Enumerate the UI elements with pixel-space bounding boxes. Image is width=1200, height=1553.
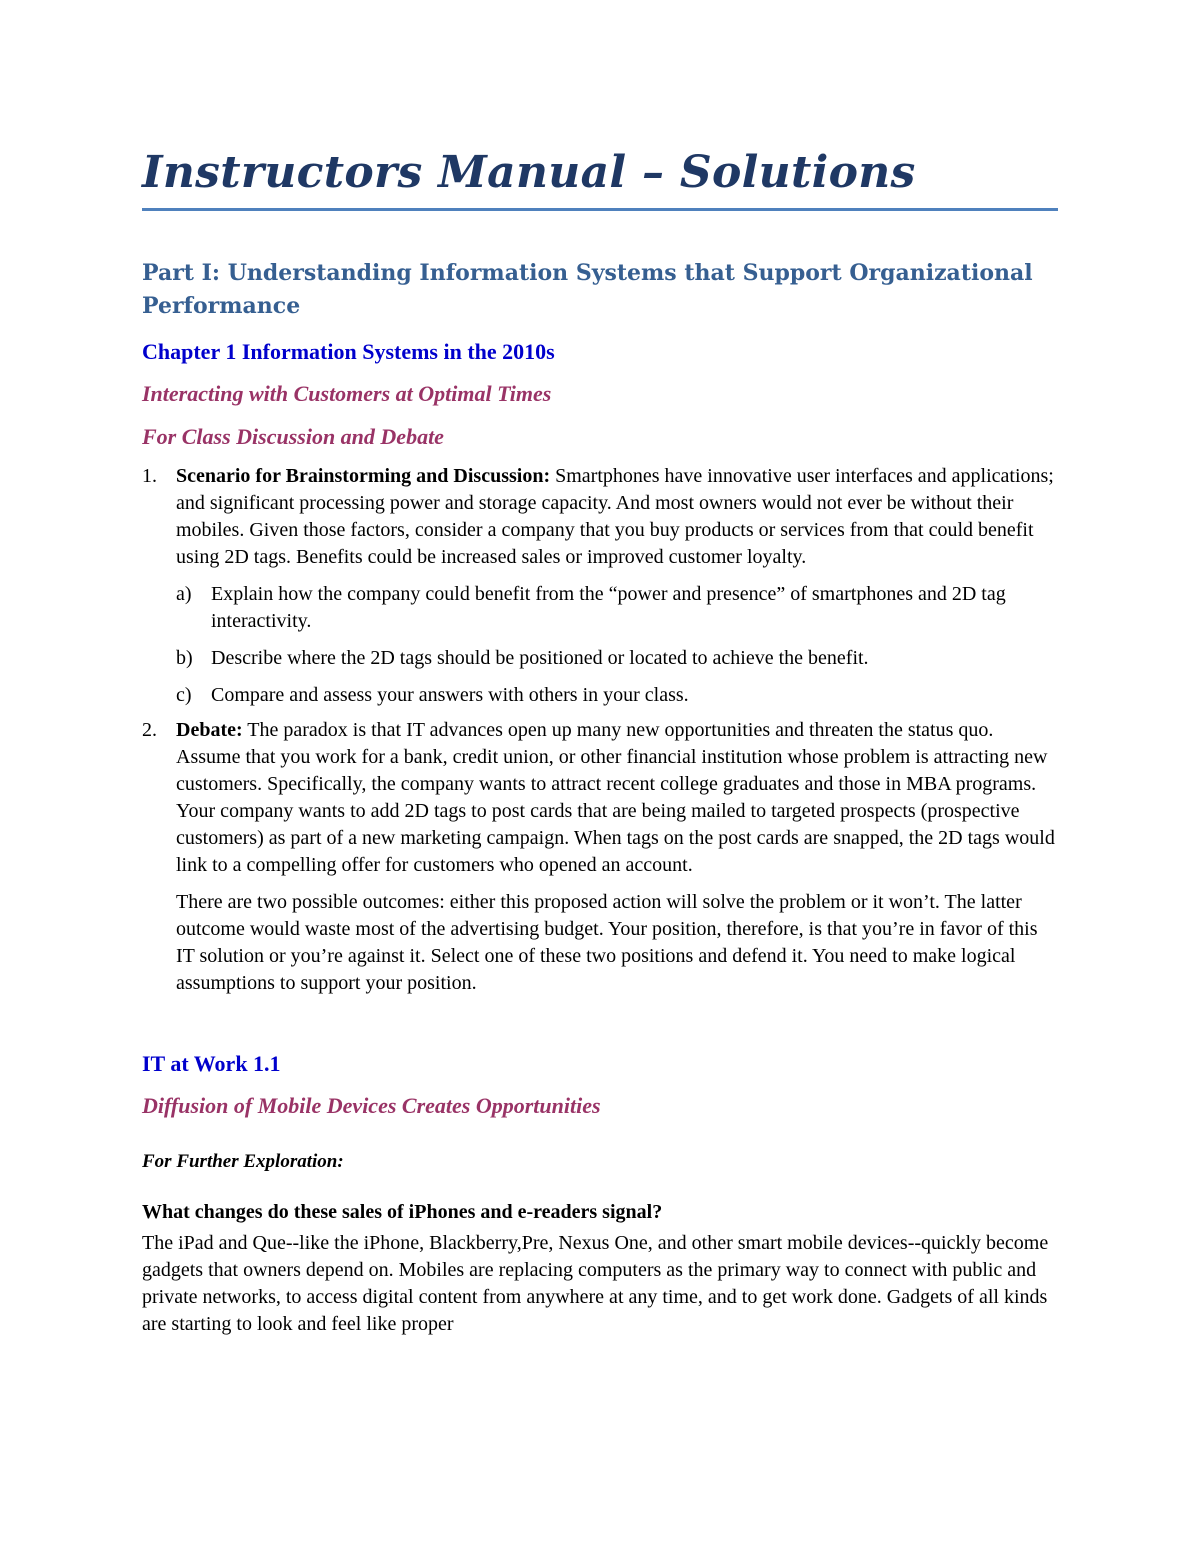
document-title: Instructors Manual – Solutions xyxy=(142,147,916,198)
it-at-work-heading: IT at Work 1.1 xyxy=(142,1051,281,1076)
item-lead: Debate: xyxy=(176,719,243,741)
item-body xyxy=(176,463,1058,571)
item-body xyxy=(176,717,1058,997)
item-number: 2. xyxy=(142,719,157,741)
page-content xyxy=(142,140,1058,1338)
chapter-heading: Chapter 1 Information Systems in the 2010s xyxy=(142,339,555,364)
item-lead: Scenario for Brainstorming and Discussion: xyxy=(176,465,551,487)
sub-item-marker: a) xyxy=(176,583,192,605)
item-extra-paragraph: There are two possible outcomes: either this proposed action will solve the problem or it won’t. The latter outcome would waste most of the advertising budget. Your position, therefore, is that you’re in favor of this IT solution or you’re against it. Select one of these two positions and defend it. You need to make logical assumptions to support your position. xyxy=(176,891,1038,994)
answer-paragraph: The iPad and Que--like the iPhone, Blackberry,Pre, Nexus One, and other smart mobile devices--quickly become gadgets that owners depend on. Mobiles are replacing computers as the primary way to connect with public and private networks, to access digital content from anywhere at any time, and to get work done. Gadgets of all kinds are starting to look and feel like proper xyxy=(142,1232,1049,1335)
sub-item xyxy=(176,682,1058,709)
sub-item xyxy=(176,645,1058,672)
item-number: 1. xyxy=(142,465,157,487)
sub-item-marker: c) xyxy=(176,684,192,706)
sub-item-text: Compare and assess your answers with others in your class. xyxy=(211,684,689,706)
sub-item xyxy=(176,581,1058,635)
sub-item-text: Explain how the company could benefit from the “power and presence” of smartphones and 2D tag interactivity. xyxy=(211,583,1006,632)
sub-item-text: Describe where the 2D tags should be positioned or located to achieve the benefit. xyxy=(211,647,869,669)
section-subtitle: For Class Discussion and Debate xyxy=(142,424,444,449)
item-text: Smartphones have innovative user interfaces and applications; and significant processing power and storage capacity. And most owners would not ever be without their mobiles. Given those factors, consider a company that you buy products or services from that could benefit using 2D tags. Benefits could be increased sales or improved customer loyalty. xyxy=(176,465,1054,568)
part-heading: Part I: Understanding Information Systems that Support Organizational Performance xyxy=(142,260,1033,319)
question-heading: What changes do these sales of iPhones and e-readers signal? xyxy=(142,1201,663,1223)
discussion-list xyxy=(142,463,1058,997)
item-text: The paradox is that IT advances open up many new opportunities and threaten the status quo. Assume that you work for a bank, credit union, or other financial institution whose problem is attracting new customers. Specifically, the company wants to attract recent college graduates and those in MBA programs. Your company wants to add 2D tags to post cards that are being mailed to targeted prospects (prospective customers) as part of a new marketing campaign. When tags on the post cards are snapped, the 2D tags would link to a compelling offer for customers who opened an account. xyxy=(176,719,1055,876)
title-underline xyxy=(142,208,1058,211)
it-at-work-title: Diffusion of Mobile Devices Creates Opportunities xyxy=(142,1093,601,1118)
section-title: Interacting with Customers at Optimal Times xyxy=(142,381,552,406)
further-exploration-heading: For Further Exploration: xyxy=(142,1151,344,1172)
list-item xyxy=(142,717,1058,997)
list-item xyxy=(142,463,1058,709)
sub-item-marker: b) xyxy=(176,647,193,669)
